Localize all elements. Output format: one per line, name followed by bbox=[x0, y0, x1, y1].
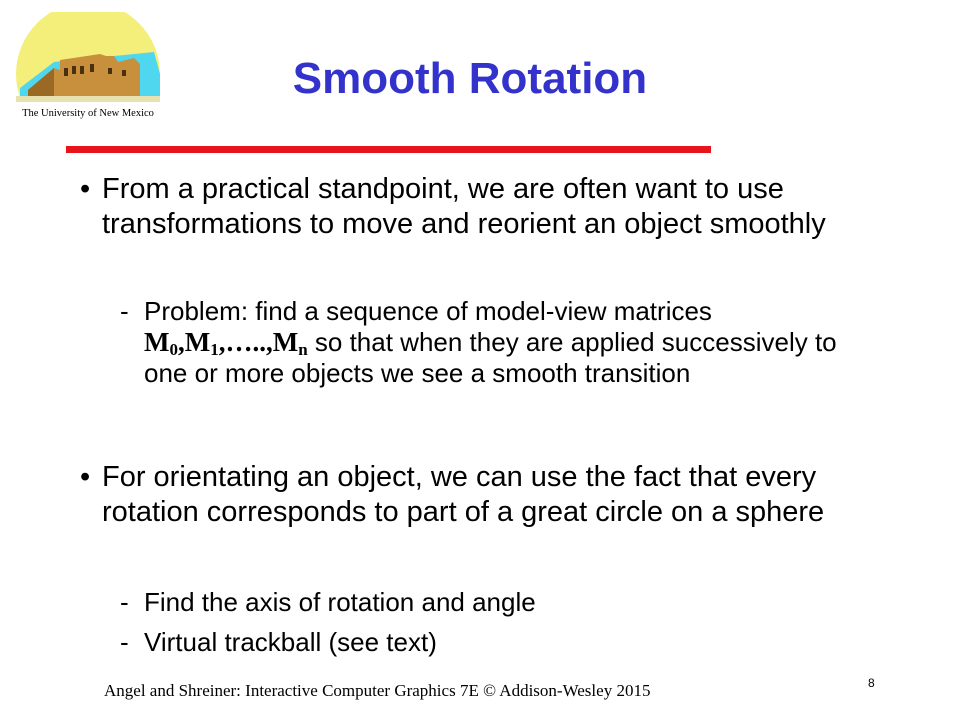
dash-marker: - bbox=[120, 296, 129, 326]
matrix-sequence: $M_0,M_1,\dots..,M_n$ bbox=[144, 327, 308, 359]
sub-bullet-1 bbox=[120, 296, 880, 389]
sub-bullet-2 bbox=[120, 587, 880, 618]
sub-bullet-3 bbox=[120, 627, 880, 658]
bullet-marker: • bbox=[80, 173, 91, 205]
logo-caption: The University of New Mexico bbox=[22, 108, 154, 119]
bullet-1 bbox=[80, 172, 880, 242]
sub-bullet-1-after: so that when they are applied successively to one or more objects we see a smooth transition bbox=[144, 327, 837, 388]
bullet-2-text: For orientating an object, we can use the fact that every rotation corresponds to part of a great circle on a sphere bbox=[102, 461, 825, 528]
bullet-marker: • bbox=[80, 461, 91, 493]
page-number: 8 bbox=[868, 676, 875, 690]
bullet-1-text: From a practical standpoint, we are often want to use transformations to move and reorient an object smoothly bbox=[102, 173, 826, 240]
sub-bullet-1-text bbox=[120, 296, 880, 389]
bullet-2 bbox=[80, 460, 880, 530]
footer-credit: Angel and Shreiner: Interactive Computer Graphics 7E © Addison-Wesley 2015 bbox=[104, 681, 651, 700]
slide-title: Smooth Rotation bbox=[292, 54, 648, 103]
sub-bullet-1-before: Problem: find a sequence of model-view matrices bbox=[144, 296, 712, 326]
sub-bullet-2-text: Find the axis of rotation and angle bbox=[144, 587, 536, 617]
dash-marker: - bbox=[120, 587, 129, 617]
dash-marker: - bbox=[120, 627, 129, 657]
sub-bullet-3-text: Virtual trackball (see text) bbox=[144, 627, 437, 657]
